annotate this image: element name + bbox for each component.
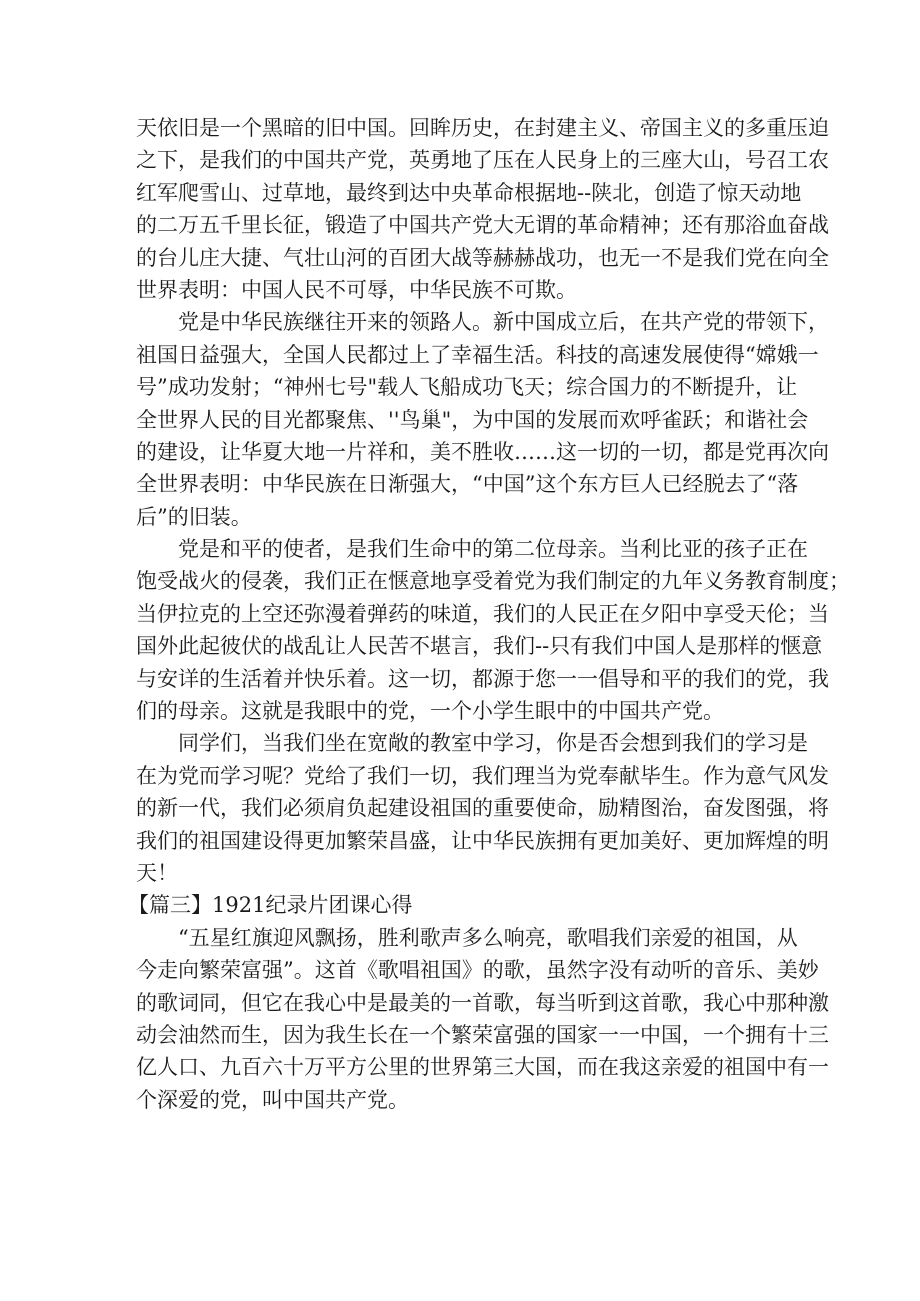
paragraph-line: 世界表明：中国人民不可辱，中华民族不可欺。	[136, 277, 577, 302]
paragraph-line: 今 走 向 繁 荣 富 强 ” 。 这 首 《 歌 唱 祖 国 》 的 歌 ， 虽 然 字 没 有 动 听 的 音 乐 、 美 妙	[136, 958, 819, 983]
paragraph-line: 们的母亲。这就是我眼中的党，一个小学生眼中的中国共产党。	[136, 699, 724, 724]
paragraph	[136, 306, 829, 533]
paragraph	[136, 533, 850, 727]
paragraph-line: 饱 受 战 火 的 侵 袭 ， 我 们 正 在 惬 意 地 享 受 着 党 为 我 们 制 定 的 九 年 义 务 教 育 制 度 ；	[136, 569, 850, 594]
paragraph-line: 全 世 界 表 明 ： 中 华 民 族 在 日 渐 强 大 ， “ 中 国 ” 这 个 东 方 巨 人 已 经 脱 去 了 “ 落	[136, 472, 799, 497]
paragraph-line: 在 为 党 而 学 习 呢 ？ 党 给 了 我 们 一 切 ， 我 们 理 当 为 党 奉 献 毕 生 。 作 为 意 气 风 发	[136, 763, 829, 788]
paragraph-line: 祖 国 日 益 强 大 ， 全 国 人 民 都 过 上 了 幸 福 生 活 。 科 技 的 高 速 发 展 使 得 “ 嫦 娥 一	[136, 342, 819, 367]
paragraph-line: 的 新 一 代 ， 我 们 必 须 肩 负 起 建 设 祖 国 的 重 要 使 命 ， 励 精 图 治 ， 奋 发 图 强 ， 将	[136, 796, 829, 821]
paragraph-line: 的 二 万 五 千 里 长 征 ， 锻 造 了 中 国 共 产 党 大 无 谓 的 革 命 精 神 ； 还 有 那 浴 血 奋 战	[136, 213, 829, 238]
paragraph-line: 的 歌 词 同 ， 但 它 在 我 心 中 是 最 美 的 一 首 歌 ， 每 当 听 到 这 首 歌 ， 我 心 中 那 种 激	[136, 990, 829, 1015]
paragraph-line: 天！	[136, 860, 178, 885]
paragraph-line: 后”的旧装。	[136, 504, 252, 529]
paragraph-line: 的 建 设 ， 让 华 夏 大 地 一 片 祥 和 ， 美 不 胜 收 … … 这 一 切 的 一 切 ， 都 是 党 再 次 向	[136, 439, 829, 464]
paragraph-line: 当 伊 拉 克 的 上 空 还 弥 漫 着 弹 药 的 味 道 ， 我 们 的 人 民 正 在 夕 阳 中 享 受 天 伦 ； 当	[136, 601, 829, 626]
paragraph-line: 党 是 和 平 的 使 者 ， 是 我 们 生 命 中 的 第 二 位 母 亲 。 当 利 比 亚 的 孩 子 正 在	[178, 537, 808, 562]
paragraph-line: 号 ” 成 功 发 射 ； “ 神 州 七 号 " 载 人 飞 船 成 功 飞 天 ； 综 合 国 力 的 不 断 提 升 ， 让	[136, 375, 798, 400]
paragraph-line: 我 们 的 祖 国 建 设 得 更 加 繁 荣 昌 盛 ， 让 中 华 民 族 拥 有 更 加 美 好 、 更 加 辉 煌 的 明	[136, 828, 829, 853]
paragraph	[136, 922, 829, 1116]
paragraph-line: 动 会 油 然 而 生 ， 因 为 我 生 长 在 一 个 繁 荣 富 强 的 国 家 一 一 中 国 ， 一 个 拥 有 十 三	[136, 1022, 829, 1047]
document-body	[128, 112, 850, 1116]
paragraph-line: 天 依 旧 是 一 个 黑 暗 的 旧 中 国 。 回 眸 历 史 ， 在 封 建 主 义 、 帝 国 主 义 的 多 重 压 迫	[136, 116, 829, 140]
paragraph-line: 个深爱的党，叫中国共产党。	[136, 1087, 409, 1112]
paragraph-line: 之 下 ， 是 我 们 的 中 国 共 产 党 ， 英 勇 地 了 压 在 人 民 身 上 的 三 座 大 山 ， 号 召 工 农	[136, 148, 829, 173]
heading-text: 【篇三】1921纪录片团课心得	[128, 893, 413, 918]
paragraph-line: 全 世 界 人 民 的 目 光 都 聚 焦 、 ' ' 鸟 巢 " ， 为 中 国 的 发 展 而 欢 呼 雀 跃 ； 和 谐 社 会	[136, 407, 809, 432]
paragraph-line: 亿 人 口 、 九 百 六 十 万 平 方 公 里 的 世 界 第 三 大 国 ， 而 在 我 这 亲 爱 的 祖 国 中 有 一	[136, 1055, 829, 1080]
paragraph-line: 与 安 详 的 生 活 着 并 快 乐 着 。 这 一 切 ， 都 源 于 您 一 一 倡 导 和 平 的 我 们 的 党 ， 我	[136, 666, 829, 691]
paragraph-line: “ 五 星 红 旗 迎 风 飘 扬 ， 胜 利 歌 声 多 么 响 亮 ， 歌 唱 我 们 亲 爱 的 祖 国 ， 从	[178, 925, 798, 950]
section-heading	[128, 889, 792, 921]
paragraph	[136, 727, 829, 889]
paragraph-line: 红 军 爬 雪 山 、 过 草 地 ， 最 终 到 达 中 央 革 命 根 据 地 - - 陕 北 ， 创 造 了 惊 天 动 地	[136, 180, 802, 205]
paragraph-line: 党 是 中 华 民 族 继 往 开 来 的 领 路 人 。 新 中 国 成 立 后 ， 在 共 产 党 的 带 领 下 ，	[178, 310, 829, 335]
paragraph-line: 国 外 此 起 彼 伏 的 战 乱 让 人 民 苦 不 堪 言 ， 我 们 - - 只 有 我 们 中 国 人 是 那 样 的 惬 意	[136, 634, 823, 659]
paragraph-line: 同 学 们 ， 当 我 们 坐 在 宽 敞 的 教 室 中 学 习 ， 你 是 否 会 想 到 我 们 的 学 习 是	[178, 731, 808, 756]
paragraph-line: 的 台 儿 庄 大 捷 、 气 壮 山 河 的 百 团 大 战 等 赫 赫 战 功 ， 也 无 一 不 是 我 们 党 在 向 全	[136, 245, 829, 270]
paragraph	[136, 112, 829, 306]
